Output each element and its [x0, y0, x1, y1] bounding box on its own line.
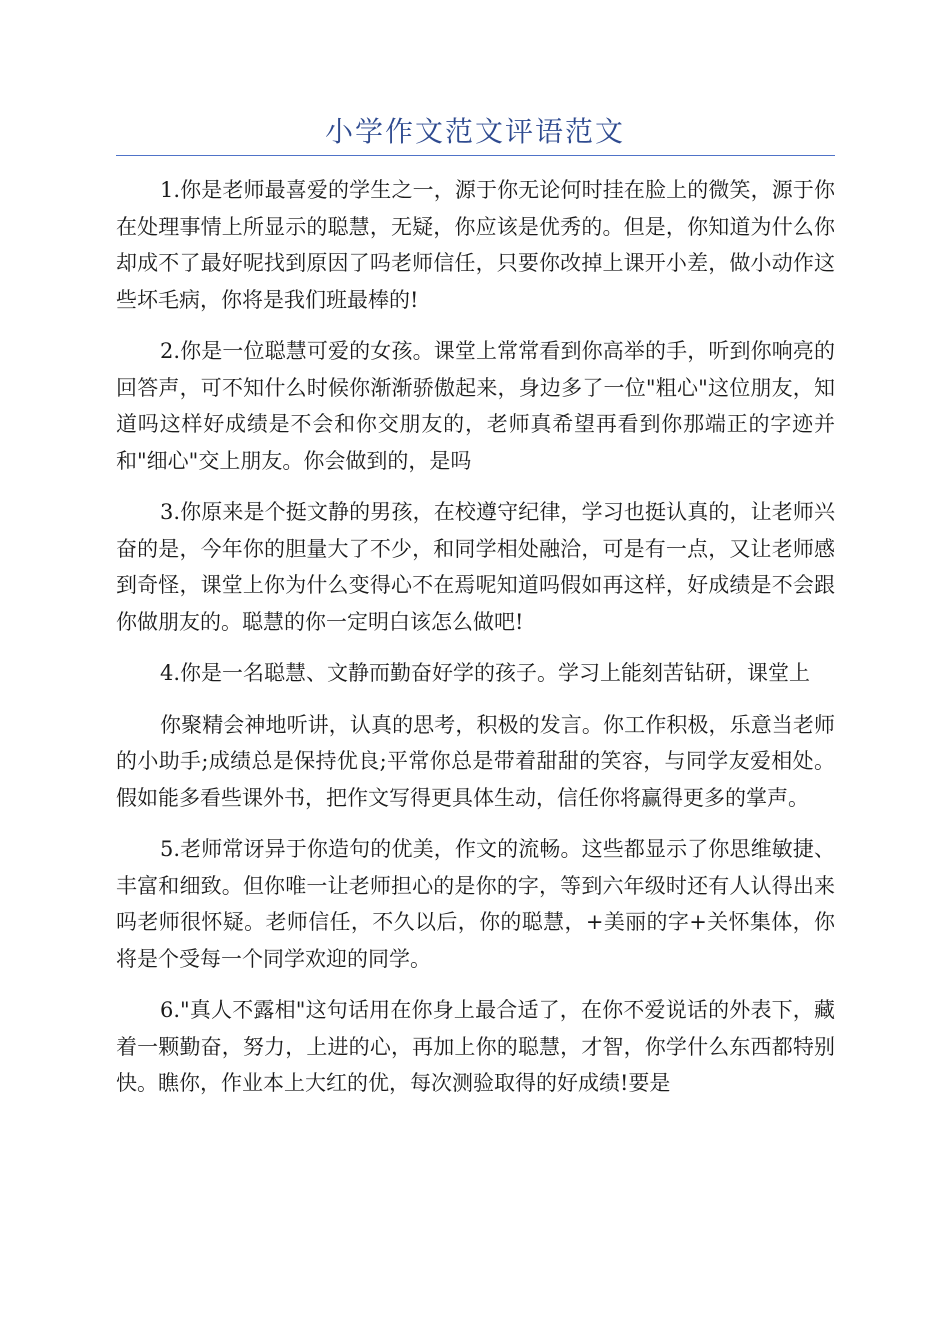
paragraph-3: 3.你原来是个挺文静的男孩，在校遵守纪律，学习也挺认真的，让老师兴奋的是，今年你的胆量大了不少，和同学相处融洽，可是有一点，又让老师感到奇怪，课堂上你为什么变得心不在焉呢知道吗假如再这样，好成绩是不会跟你做朋友的。聪慧的你一定明白该怎么做吧!: [116, 500, 835, 634]
paragraph-6: 6."真人不露相"这句话用在你身上最合适了，在你不爱说话的外表下，藏着一颗勤奋，努力，上进的心，再加上你的聪慧，才智，你学什么东西都特别快。瞧你，作业本上大红的优，每次测验取得的好成绩!要是: [116, 998, 835, 1095]
paragraph-2: 2.你是一位聪慧可爱的女孩。课堂上常常看到你高举的手，听到你响亮的回答声，可不知什么时候你渐渐骄傲起来，身边多了一位"粗心"这位朋友，知道吗这样好成绩是不会和你交朋友的，老师真希望再看到你那端正的字迹并和"细心"交上朋友。你会做到的，是吗: [116, 339, 835, 473]
paragraph-5: 5.老师常讶异于你造句的优美，作文的流畅。这些都显示了你思维敏捷、丰富和细致。但你唯一让老师担心的是你的字，等到六年级时还有人认得出来吗老师很怀疑。老师信任，不久以后，你的聪慧，+美丽的字+关怀集体，你将是个受每一个同学欢迎的同学。: [116, 837, 835, 971]
paragraph-4-continued: 你聚精会神地听讲，认真的思考，积极的发言。你工作积极，乐意当老师的小助手;成绩总是保持优良;平常你总是带着甜甜的笑容，与同学友爱相处。假如能多看些课外书，把作文写得更具体生动，信任你将赢得更多的掌声。: [116, 712, 835, 810]
paragraph-1: 1.你是老师最喜爱的学生之一，源于你无论何时挂在脸上的微笑，源于你在处理事情上所显示的聪慧，无疑，你应该是优秀的。但是，你知道为什么你却成不了最好呢找到原因了吗老师信任，只要你改掉上课开小差，做小动作这些坏毛病，你将是我们班最棒的!: [116, 178, 835, 312]
title-underline: [116, 155, 835, 156]
document-body: [116, 172, 835, 1117]
paragraph-4: 4.你是一名聪慧、文静而勤奋好学的孩子。学习上能刻苦钻研，课堂上: [160, 661, 811, 685]
document-title: 小学作文范文评语范文: [324, 115, 625, 148]
